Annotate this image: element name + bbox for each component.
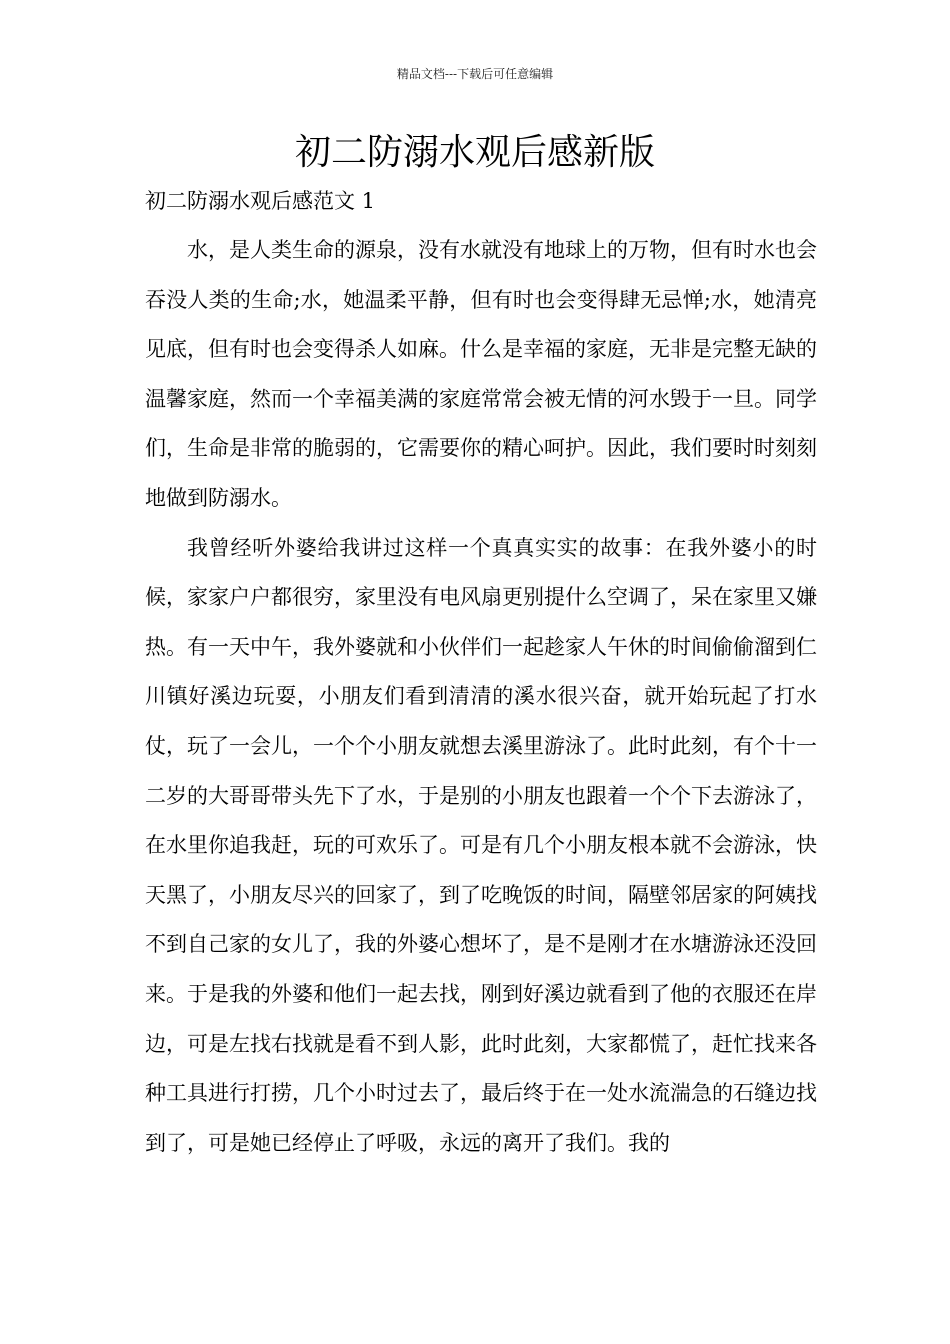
document-title: 初二防溺水观后感新版 [294, 132, 655, 173]
header-note: 精品文档---下载后可任意编辑 [396, 67, 554, 81]
document-subtitle: 初二防溺水观后感范文 1 [145, 189, 376, 213]
document-body [145, 226, 817, 1168]
body-paragraph-1: 水，是人类生命的源泉，没有水就没有地球上的万物，但有时水也会吞没人类的生命;水，她温柔平静，但有时也会变得肆无忌惮;水，她清亮见底，但有时也会变得杀人如麻。什么是幸福的家庭，无非是完整无缺的温馨家庭，然而一个幸福美满的家庭常常会被无情的河水毁于一旦。同学们，生命是非常的脆弱的，它需要你的精心呵护。因此，我们要时时刻刻地做到防溺水。 [145, 238, 817, 510]
body-paragraph-2: 我曾经听外婆给我讲过这样一个真真实实的故事：在我外婆小的时候，家家户户都很穷，家里没有电风扇更别提什么空调了，呆在家里又嫌热。有一天中午，我外婆就和小伙伴们一起趁家人午休的时间偷偷溜到仁川镇好溪边玩耍，小朋友们看到清清的溪水很兴奋，就开始玩起了打水仗，玩了一会儿，一个个小朋友就想去溪里游泳了。此时此刻，有个十一二岁的大哥哥带头先下了水，于是别的小朋友也跟着一个个下去游泳了，在水里你追我赶，玩的可欢乐了。可是有几个小朋友根本就不会游泳，快天黑了，小朋友尽兴的回家了，到了吃晚饭的时间，隔壁邻居家的阿姨找不到自己家的女儿了，我的外婆心想坏了，是不是刚才在水塘游泳还没回来。于是我的外婆和他们一起去找，刚到好溪边就看到了他的衣服还在岸边，可是左找右找就是看不到人影，此时此刻，大家都慌了，赶忙找来各种工具进行打捞，几个小时过去了，最后终于在一处水流湍急的石缝边找到了，可是她已经停止了呼吸，永远的离开了我们。我的 [145, 535, 817, 1155]
